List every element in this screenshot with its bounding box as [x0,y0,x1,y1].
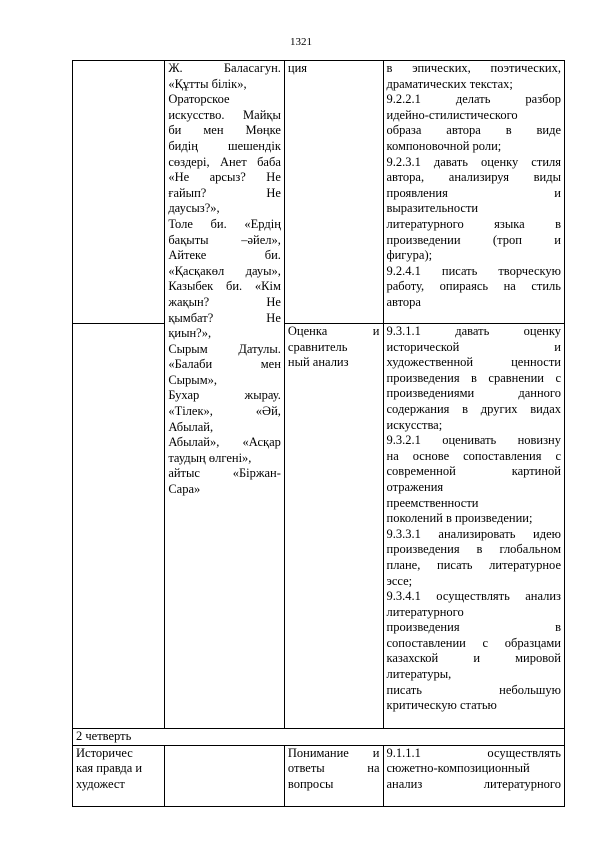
cell-text-line: преемственности [386,495,479,510]
cell-text-line: Оценка и [287,324,380,338]
cell-text-line: ный анализ [287,355,349,370]
cell-text-line: литературного языка в [386,216,561,231]
cell-text-line: фигура); [386,248,433,263]
cell-text-line: искусства; [386,417,443,432]
skill-cell [284,61,383,324]
cell-text-line: Абылай, [168,419,214,434]
table-row [73,745,565,806]
cell-text-line: таудың өлгені», [168,450,252,465]
cell-text-line: 9.2.4.1 писать творческую [386,263,561,278]
cell-text-line: отражения [386,479,444,494]
cell-text-line: бақыты –әйел», [168,232,281,247]
cell-text-line: жақын? Не [168,294,281,309]
cell-text-line: художест [76,776,125,791]
curriculum-table [72,60,565,807]
cell-text-line: кая правда и [76,761,143,776]
cell-text-line: би мен Мөңке [168,123,281,138]
cell-text-line: Абылай», «Асқар [168,435,281,450]
cell-text-line: сравнитель [287,339,348,354]
cell-text-line: современной картиной [386,464,561,479]
cell-text-line: на основе сопоставления с [386,448,561,463]
cell-text-line: Казыбек би. «Кім [168,279,281,294]
cell-text-line: «Балаби мен [168,357,281,372]
cell-text-line: ответы на [287,761,380,776]
cell-text-line: выразительности [386,201,479,216]
topic-cell [73,61,165,324]
cell-text-line: Понимание и [287,745,380,760]
cell-text-line: работу, опираясь на стиль [386,279,561,294]
quarter-label: 2 четверть [73,729,565,746]
cell-text-line: эссе; [386,573,413,588]
cell-text-line: в эпических, поэтических, [386,61,561,75]
cell-text-line: образа автора в виде [386,123,561,138]
cell-text-line: «Құтты білік», [168,76,247,91]
cell-text-line: автора [386,294,421,309]
cell-text-line: Бухар жырау. [168,388,281,403]
cell-text-line: сөздері, Анет баба [168,154,281,169]
cell-text-line: произведения в [386,620,561,635]
quarter-row [73,729,565,746]
cell-text-line: 9.2.3.1 давать оценку стиля [386,154,561,169]
cell-text-line: произведении (троп и [386,232,561,247]
cell-text-line: бидің шешендік [168,138,281,153]
cell-text-line: литературного [386,604,464,619]
cell-text-line: Ж. Баласагун. [168,61,281,75]
cell-text-line: Сара» [168,482,201,497]
cell-text-line: Толе би. «Ердің [168,216,281,231]
cell-text-line: художественной ценности [386,355,561,370]
cell-text-line: 9.1.1.1 осуществлять [386,745,561,760]
topic-cell [73,745,165,806]
cell-text-line: компоновочной роли; [386,138,502,153]
cell-text-line: Историчес [76,745,133,760]
cell-text-line: Сырым Датулы. [168,341,281,356]
cell-text-line: 9.3.2.1 оценивать новизну [386,433,561,448]
cell-text-line: «Не арсыз? Не [168,170,281,185]
page-number: 1321 [290,36,312,48]
objectives-cell [383,61,565,324]
cell-text-line: казахской и мировой [386,651,561,666]
cell-text-line: қымбат? Не [168,310,281,325]
cell-text-line: содержания в других видах [386,401,561,416]
cell-text-line: ғайып? Не [168,185,281,200]
topic-cell [73,324,165,729]
cell-text-line: драматических текстах; [386,76,513,91]
cell-text-line: вопросы [287,776,334,791]
cell-text-line: 9.3.1.1 давать оценку [386,324,561,338]
cell-text-line: литературы, [386,667,452,682]
cell-text-line: идейно-стилистического [386,107,518,122]
table-row [73,324,565,729]
cell-text-line: Айтеке би. [168,248,281,263]
cell-text-line: произведения в сравнении с [386,370,561,385]
cell-text-line: исторической и [386,339,561,354]
cell-text-line: 9.3.3.1 анализировать идею [386,526,561,541]
cell-text-line: сопоставлении с образцами [386,635,561,650]
skill-cell [284,324,383,729]
objectives-cell [383,324,565,729]
cell-text-line: плане, писать литературное [386,557,561,572]
cell-text-line: «Тілек», «Әй, [168,404,281,419]
table-row [73,61,565,324]
cell-text-line: писать небольшую [386,682,561,697]
cell-text-line: айтыс «Біржан- [168,466,281,481]
cell-text-line: «Қасқакөл дауы», [168,263,281,278]
cell-text-line: произведениями данного [386,386,561,401]
cell-text-line: 9.3.4.1 осуществлять анализ [386,589,561,604]
cell-text-line: критическую статью [386,698,497,713]
cell-text-line: 9.2.2.1 делать разбор [386,92,561,107]
cell-text-line: проявления и [386,185,561,200]
cell-text-line: Сырым», [168,372,217,387]
cell-text-line: поколений в произведении; [386,511,533,526]
cell-text-line: Ораторское [168,92,230,107]
works-cell [165,61,285,729]
cell-text-line: сюжетно-композиционный [386,761,530,776]
cell-text-line: даусыз?», [168,201,220,216]
cell-text-line: анализ литературного [386,776,561,791]
objectives-cell [383,745,565,806]
works-cell [165,745,285,806]
skill-cell [284,745,383,806]
cell-text-line: ция [287,61,308,75]
cell-text-line: произведения в глобальном [386,542,561,557]
cell-text-line: автора, анализируя виды [386,170,561,185]
cell-text-line: искусство. Майқы [168,107,281,122]
cell-text-line: қиын?», [168,326,212,341]
